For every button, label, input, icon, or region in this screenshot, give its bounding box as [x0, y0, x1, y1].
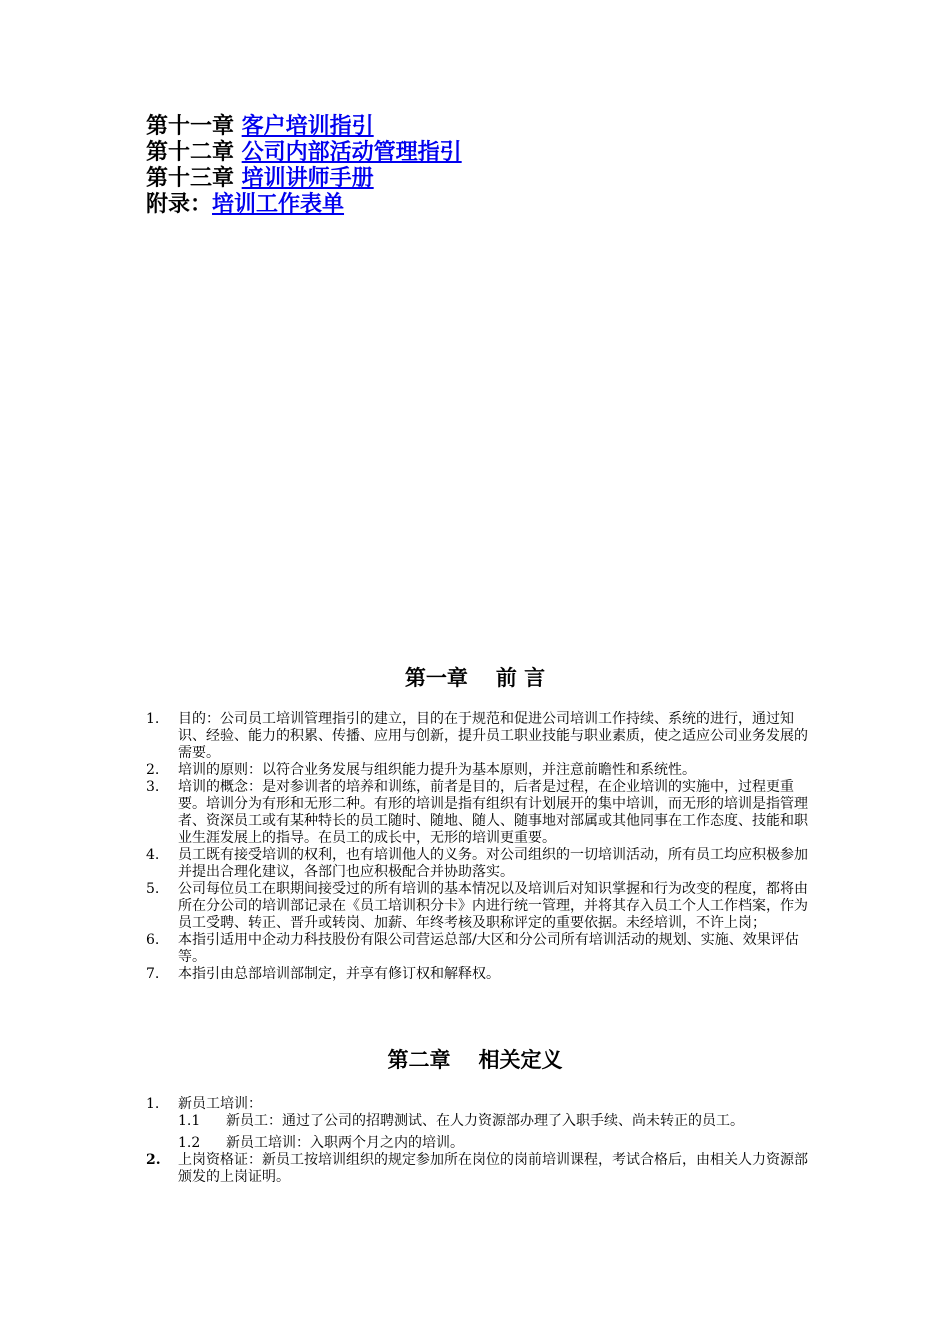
chapter-number: 第二章 — [387, 1048, 451, 1072]
item-number: 5. — [146, 881, 160, 897]
toc-link-internal-activities[interactable]: 公司内部活动管理指引 — [241, 140, 462, 165]
toc-entry-11 — [146, 114, 462, 140]
sub-item-number: 1.2 — [178, 1135, 201, 1151]
item-text: 本指引由总部培训部制定，并享有修订权和解释权。 — [178, 966, 500, 982]
toc-label: 附录： — [146, 192, 213, 217]
toc-label: 第十二章 — [146, 140, 242, 165]
chapter-title: 相关定义 — [478, 1048, 563, 1072]
toc-label: 第十三章 — [146, 166, 242, 191]
chapter-2-list — [146, 1096, 810, 1186]
list-item — [146, 881, 810, 932]
table-of-contents — [146, 114, 462, 218]
item-text: 员工既有接受培训的权利，也有培训他人的义务。对公司组织的一切培训活动，所有员工均应积极参加并提出合理化建议，各部门也应积极配合并协助落实。 — [178, 847, 808, 880]
toc-link-training-forms[interactable]: 培训工作表单 — [212, 192, 345, 217]
list-item — [146, 932, 810, 966]
item-number: 3. — [146, 779, 160, 795]
list-item — [146, 1152, 810, 1186]
item-text: 本指引适用中企动力科技股份有限公司营运总部/大区和分公司所有培训活动的规划、实施、效果评估等。 — [178, 932, 799, 965]
chapter-1-heading — [0, 665, 950, 691]
toc-entry-13 — [146, 166, 462, 192]
list-item — [146, 847, 810, 881]
item-text: 培训的原则：以符合业务发展与组织能力提升为基本原则，并注意前瞻性和系统性。 — [178, 762, 696, 778]
toc-entry-12 — [146, 140, 462, 166]
toc-label: 第十一章 — [146, 114, 242, 139]
sub-item-number: 1.1 — [178, 1113, 201, 1129]
toc-entry-appendix — [146, 192, 462, 218]
list-item — [146, 779, 810, 847]
list-item — [146, 966, 810, 983]
toc-link-trainer-handbook[interactable]: 培训讲师手册 — [241, 166, 374, 191]
sub-list-item — [146, 1135, 810, 1152]
item-text: 培训的概念：是对参训者的培养和训练，前者是目的，后者是过程，在企业培训的实施中，过程更重要。培训分为有形和无形二种。有形的培训是指有组织有计划展开的集中培训，而无形的培训是指管理者、资深员工或有某种特长的员工随时、随地、随人、随事地对部属或其他同事在工作态度、技能和职业生涯发展上的指导。在员工的成长中，无形的培训更重要。 — [178, 779, 808, 846]
item-number: 2. — [146, 762, 160, 778]
chapter-number: 第一章 — [404, 666, 468, 690]
item-text: 公司每位员工在职期间接受过的所有培训的基本情况以及培训后对知识掌握和行为改变的程度，都将由所在分公司的培训部记录在《员工培训积分卡》内进行统一管理，并将其存入员工个人工作档案，作为员工受聘、转正、晋升或转岗、加薪、年终考核及职称评定的重要依据。未经培训，不许上岗； — [178, 881, 808, 931]
chapter-2-heading — [0, 1047, 950, 1073]
list-item — [146, 1096, 810, 1113]
item-text: 新员工培训： — [178, 1096, 262, 1112]
item-number: 1. — [146, 711, 160, 727]
list-item — [146, 711, 810, 762]
item-text: 上岗资格证：新员工按培训组织的规定参加所在岗位的岗前培训课程，考试合格后，由相关人力资源部颁发的上岗证明。 — [178, 1152, 808, 1185]
item-number: 6. — [146, 932, 160, 948]
chapter-1-list — [146, 711, 810, 983]
sub-list-item — [146, 1113, 810, 1130]
sub-item-text: 新员工培训：入职两个月之内的培训。 — [226, 1135, 464, 1151]
item-text: 目的：公司员工培训管理指引的建立，目的在于规范和促进公司培训工作持续、系统的进行，通过知识、经验、能力的积累、传播、应用与创新，提升员工职业技能与职业素质，使之适应公司业务发展的需要。 — [178, 711, 808, 761]
toc-link-customer-training[interactable]: 客户培训指引 — [241, 114, 374, 139]
item-number: 7. — [146, 966, 160, 982]
item-number: 2. — [146, 1152, 161, 1168]
list-item — [146, 762, 810, 779]
chapter-title: 前 言 — [495, 666, 546, 690]
item-number: 1. — [146, 1096, 160, 1112]
sub-item-text: 新员工：通过了公司的招聘测试、在人力资源部办理了入职手续、尚未转正的员工。 — [226, 1113, 744, 1129]
item-number: 4. — [146, 847, 160, 863]
